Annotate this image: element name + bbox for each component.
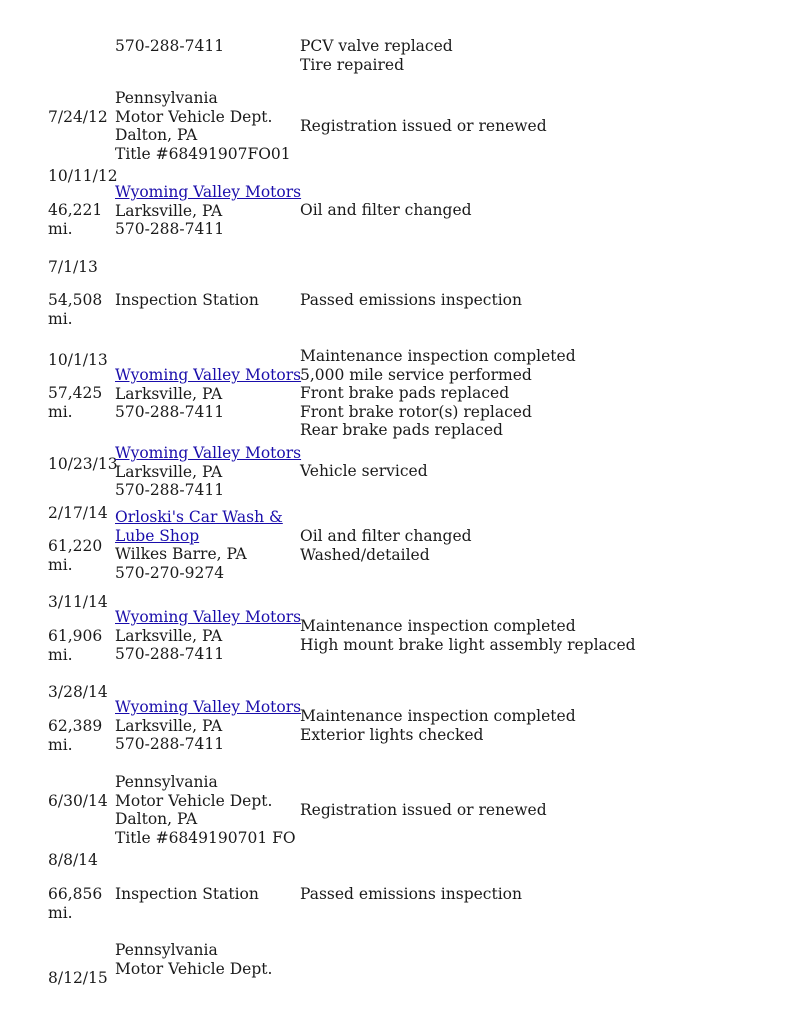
- date-cell: 10/11/12: [48, 167, 118, 185]
- source-cell: 570-288-7411: [115, 37, 225, 55]
- date-cell: 7/24/12: [48, 108, 108, 126]
- source-cell: Inspection Station: [115, 885, 259, 903]
- mileage-cell: 61,220 mi.: [48, 537, 103, 574]
- details-cell: Oil and filter changed: [300, 201, 472, 219]
- source-cell: Pennsylvania Motor Vehicle Dept. Dalton, PA Title #68491907FO01: [115, 89, 291, 163]
- details-cell: Passed emissions inspection: [300, 885, 522, 903]
- details-cell: PCV valve replaced Tire repaired: [300, 37, 453, 74]
- date-cell: 10/1/13: [48, 351, 108, 369]
- source-cell: Wyoming Valley Motors Larksville, PA 570-288-7411: [115, 608, 302, 664]
- source-link[interactable]: Wyoming Valley Motors: [115, 366, 302, 384]
- source-cell: Inspection Station: [115, 291, 259, 309]
- details-cell: Vehicle serviced: [300, 462, 428, 480]
- source-cell: Wyoming Valley Motors Larksville, PA 570-288-7411: [115, 183, 302, 239]
- source-link[interactable]: Wyoming Valley Motors: [115, 444, 302, 462]
- date-cell: 3/11/14: [48, 593, 108, 611]
- source-cell: Pennsylvania Motor Vehicle Dept.: [115, 941, 273, 978]
- mileage-cell: 62,389 mi.: [48, 717, 103, 754]
- date-cell: 7/1/13: [48, 258, 98, 276]
- date-cell: 10/23/13: [48, 455, 118, 473]
- mileage-cell: 66,856 mi.: [48, 885, 103, 922]
- source-link[interactable]: Orloski's Car Wash &: [115, 508, 283, 526]
- source-link[interactable]: Lube Shop: [115, 526, 200, 545]
- date-cell: 8/8/14: [48, 851, 98, 869]
- source-cell: Orloski's Car Wash & Lube Shop Wilkes Barre, PA 570-270-9274: [115, 508, 283, 582]
- source-cell: Wyoming Valley Motors Larksville, PA 570-288-7411: [115, 366, 302, 422]
- mileage-cell: 61,906 mi.: [48, 627, 103, 664]
- source-cell: Wyoming Valley Motors Larksville, PA 570-288-7411: [115, 698, 302, 754]
- date-cell: 8/12/15: [48, 969, 108, 987]
- details-cell: Registration issued or renewed: [300, 117, 547, 135]
- details-cell: Passed emissions inspection: [300, 291, 522, 309]
- source-cell: Wyoming Valley Motors Larksville, PA 570-288-7411: [115, 444, 302, 500]
- source-link[interactable]: Wyoming Valley Motors: [115, 698, 302, 716]
- details-cell: Maintenance inspection completed High mount brake light assembly replaced: [300, 617, 636, 654]
- mileage-cell: 57,425 mi.: [48, 384, 103, 421]
- source-cell: Pennsylvania Motor Vehicle Dept. Dalton, PA Title #6849190701 FO: [115, 773, 296, 847]
- source-link[interactable]: Wyoming Valley Motors: [115, 183, 302, 201]
- date-cell: 2/17/14: [48, 504, 108, 522]
- mileage-cell: 54,508 mi.: [48, 291, 103, 328]
- source-link[interactable]: Wyoming Valley Motors: [115, 608, 302, 626]
- details-cell: Registration issued or renewed: [300, 801, 547, 819]
- date-cell: 3/28/14: [48, 683, 108, 701]
- date-cell: 6/30/14: [48, 792, 108, 810]
- mileage-cell: 46,221 mi.: [48, 201, 103, 238]
- details-cell: Maintenance inspection completed 5,000 mile service performed Front brake pads replaced Front brake rotor(s) replaced Rear brake pads replaced: [300, 347, 576, 440]
- details-cell: Oil and filter changed Washed/detailed: [300, 527, 472, 564]
- details-cell: Maintenance inspection completed Exterior lights checked: [300, 707, 576, 744]
